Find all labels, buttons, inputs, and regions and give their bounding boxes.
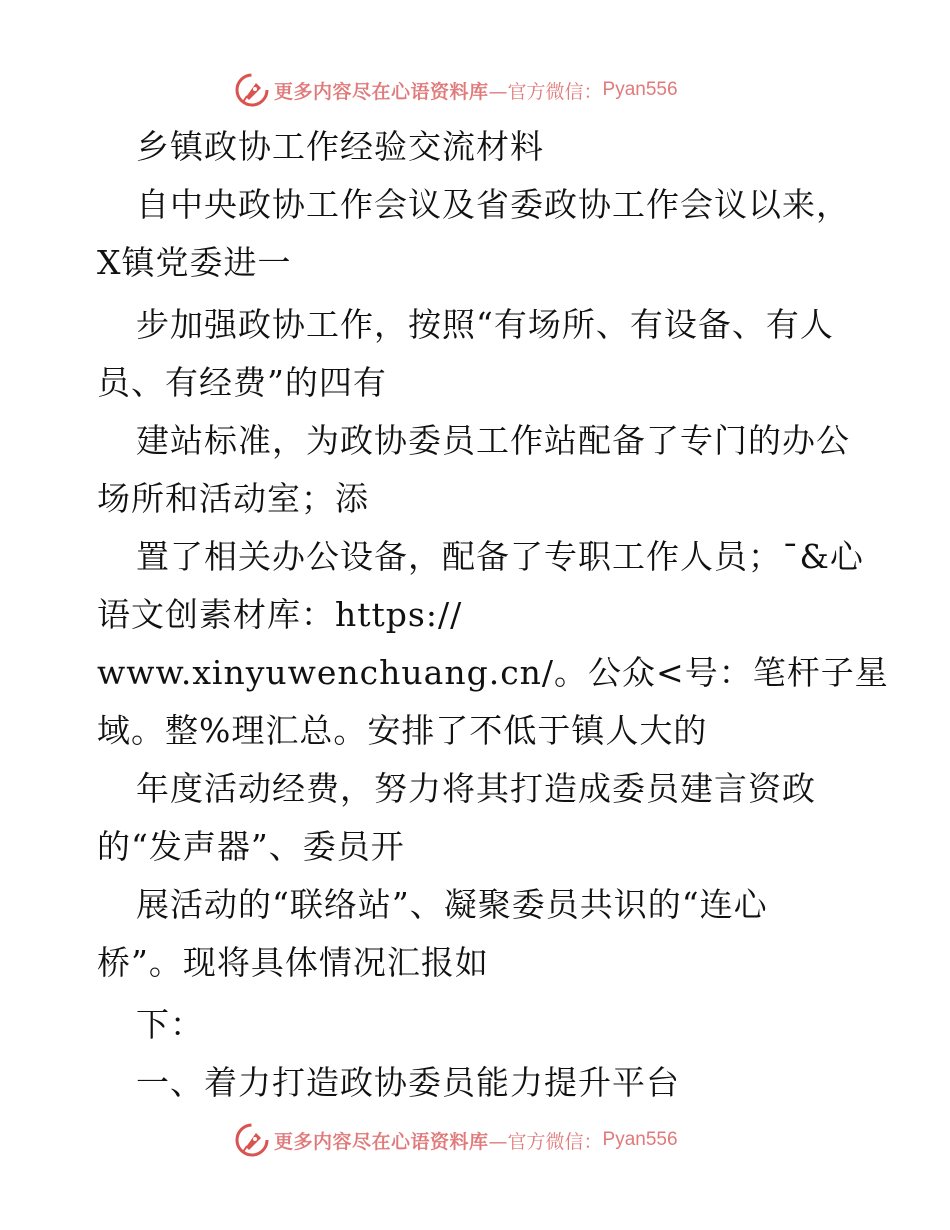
pen-nib-logo-icon bbox=[234, 72, 270, 108]
paragraph-line: 员、有经费”的四有 bbox=[97, 363, 387, 402]
paragraph-line: 下： bbox=[136, 1005, 204, 1044]
paragraph-line: 年度活动经费，努力将其打造成委员建言资政 bbox=[136, 769, 816, 808]
footer-banner bbox=[234, 1122, 678, 1158]
paragraph-line: 桥”。现将具体情况汇报如 bbox=[97, 943, 489, 982]
paragraph-line: 自中央政协工作会议及省委政协工作会议以来， bbox=[136, 185, 850, 224]
banner-official-label: —官方微信： bbox=[488, 1130, 603, 1153]
paragraph-line: www.xinyuwenchuang.cn/。公众<号：笔杆子星 bbox=[97, 653, 889, 692]
pen-nib-logo-icon bbox=[234, 1122, 270, 1158]
paragraph-line: 场所和活动室；添 bbox=[97, 479, 369, 518]
banner-site-name: 更多内容尽在心语资料库 bbox=[274, 1130, 489, 1153]
paragraph-line: 语文创素材库：https:// bbox=[97, 595, 463, 634]
paragraph-line: 建站标准，为政协委员工作站配备了专门的办公 bbox=[136, 421, 850, 460]
section-heading: 一、着力打造政协委员能力提升平台 bbox=[136, 1063, 680, 1102]
document-title: 乡镇政协工作经验交流材料 bbox=[136, 127, 544, 166]
banner-site-name: 更多内容尽在心语资料库 bbox=[274, 80, 489, 103]
paragraph-line: 展活动的“联络站”、凝聚委员共识的“连心 bbox=[136, 885, 768, 924]
paragraph-line: 步加强政协工作，按照“有场所、有设备、有人 bbox=[136, 305, 834, 344]
paragraph-line: 置了相关办公设备，配备了专职工作人员；¯&心 bbox=[136, 537, 864, 576]
banner-wechat-id: Pyan556 bbox=[602, 1129, 678, 1150]
paragraph-line: X镇党委进一 bbox=[97, 243, 292, 282]
header-banner bbox=[234, 72, 678, 108]
banner-official-label: —官方微信： bbox=[488, 80, 603, 103]
paragraph-line: 域。整%理汇总。安排了不低于镇人大的 bbox=[97, 711, 708, 750]
paragraph-line: 的“发声器”、委员开 bbox=[97, 827, 405, 866]
banner-wechat-id: Pyan556 bbox=[602, 79, 678, 100]
